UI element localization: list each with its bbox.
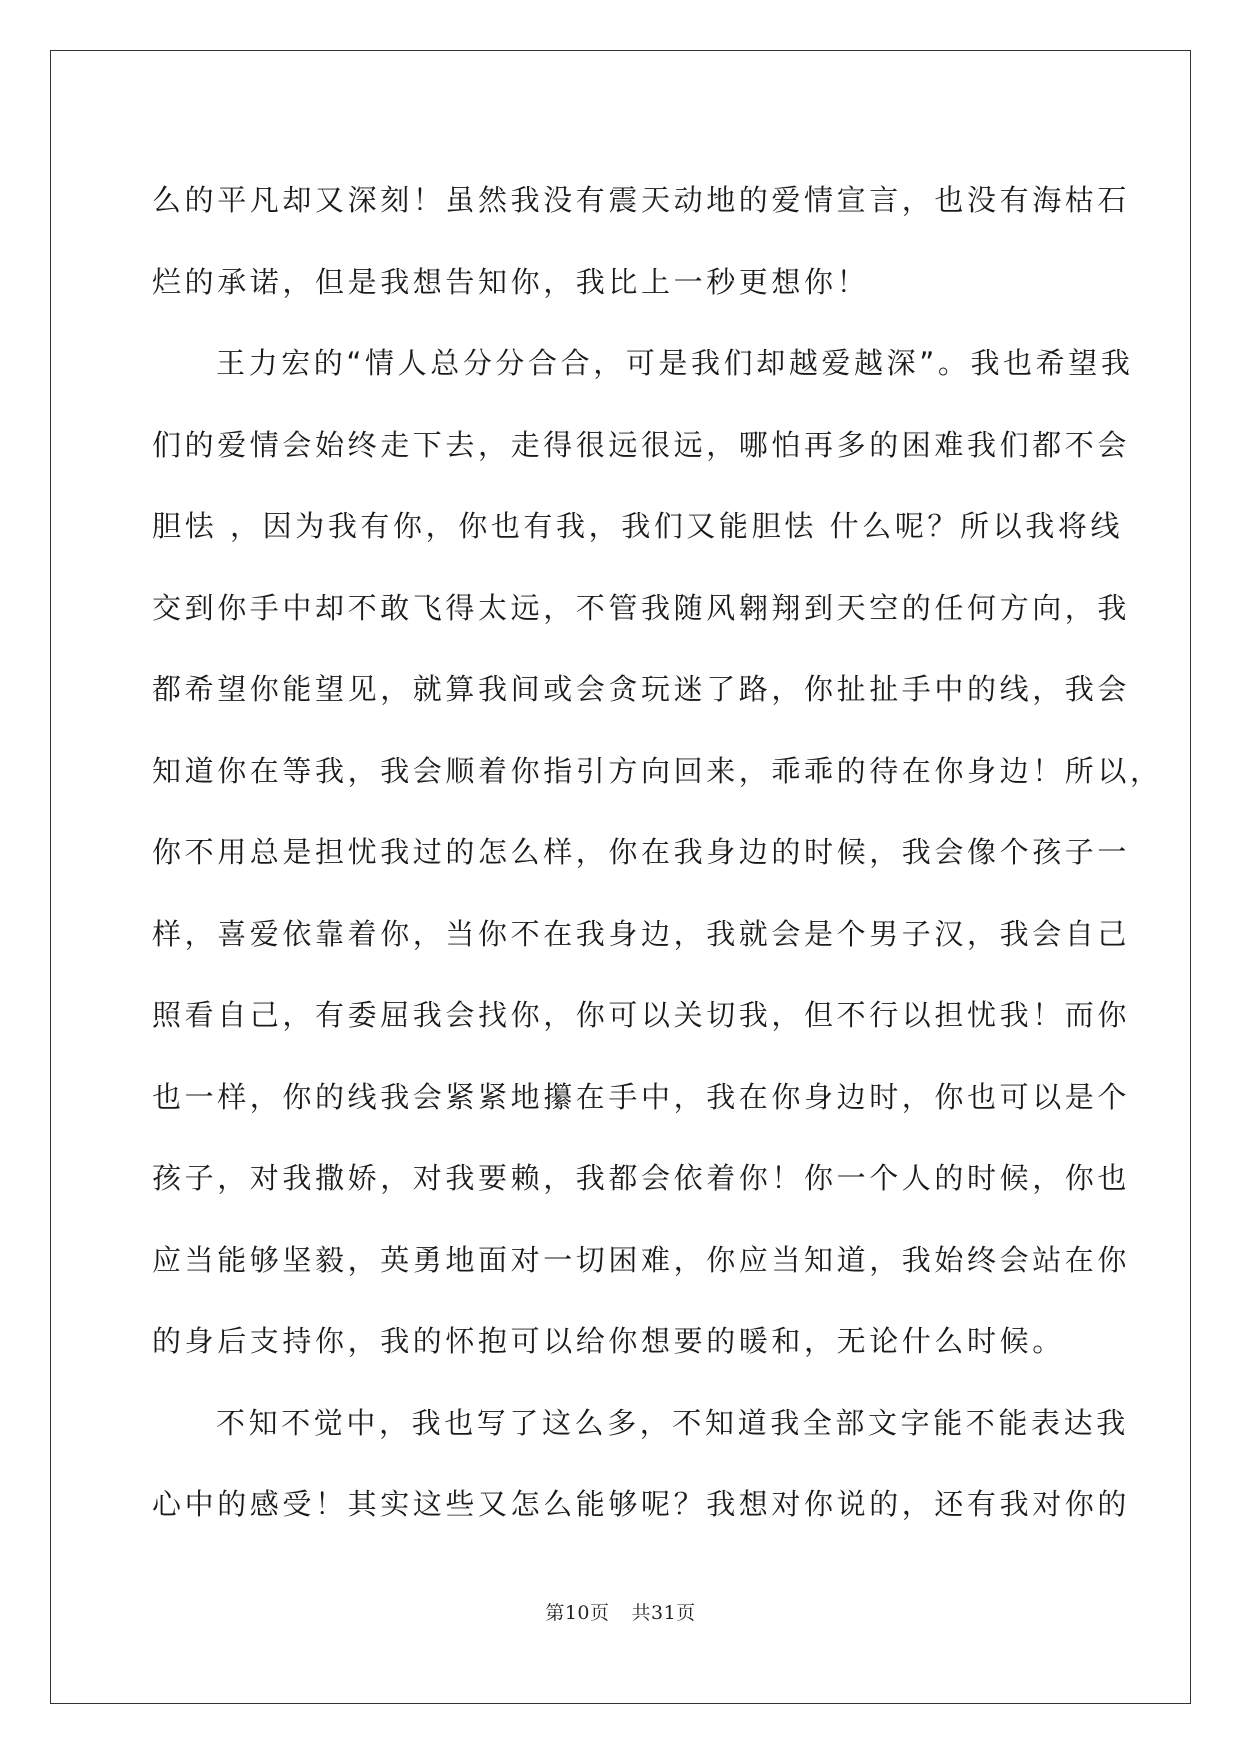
text-line: 孩子，对我撒娇，对我要赖，我都会依着你！你一个人的时候，你也 bbox=[152, 1161, 1131, 1195]
text-line: 心中的感受！其实这些又怎么能够呢？我想对你说的，还有我对你的 bbox=[152, 1487, 1131, 1521]
text-line: 的身后支持你，我的怀抱可以给你想要的暖和，无论什么时候。 bbox=[152, 1324, 1065, 1358]
text-line: 们的爱情会始终走下去，走得很远很远，哪怕再多的困难我们都不会 bbox=[152, 427, 1131, 462]
text-line: 交到你手中却不敢飞得太远，不管我随风翱翔到天空的任何方向，我 bbox=[152, 590, 1131, 625]
page-footer bbox=[0, 1598, 1241, 1625]
text-line: 样，喜爱依靠着你，当你不在我身边，我就会是个男子汉，我会自己 bbox=[152, 916, 1131, 951]
page-total: 共31页 bbox=[631, 1602, 696, 1624]
text-line: 也一样，你的线我会紧紧地攥在手中，我在你身边时，你也可以是个 bbox=[152, 1079, 1131, 1114]
text-line: 你不用总是担忧我过的怎么样，你在我身边的时候，我会像个孩子一 bbox=[152, 835, 1131, 869]
text-line: 都希望你能望见，就算我间或会贪玩迷了路，你扯扯手中的线，我会 bbox=[152, 672, 1131, 706]
text-line: 知道你在等我，我会顺着你指引方向回来，乖乖的待在你身边！所以， bbox=[152, 753, 1163, 788]
text-line: 王力宏的“情人总分分合合，可是我们却越爱越深”。我也希望我 bbox=[216, 346, 1134, 380]
body-text bbox=[152, 160, 1163, 1546]
text-line: 么的平凡却又深刻！虽然我没有震天动地的爱情宣言，也没有海枯石 bbox=[152, 183, 1131, 217]
text-line: 烂的承诺，但是我想告知你，我比上一秒更想你！ bbox=[152, 264, 870, 299]
page-number: 第10页 bbox=[545, 1602, 610, 1624]
text-line: 不知不觉中，我也写了这么多，不知道我全部文字能不能表达我 bbox=[216, 1405, 1129, 1440]
text-line: 胆怯 ，因为我有你，你也有我，我们又能胆怯 什么呢？所以我将线 bbox=[152, 509, 1124, 543]
text-line: 应当能够坚毅，英勇地面对一切困难，你应当知道，我始终会站在你 bbox=[152, 1242, 1131, 1277]
text-line: 照看自己，有委屈我会找你，你可以关切我，但不行以担忧我！而你 bbox=[152, 998, 1131, 1032]
